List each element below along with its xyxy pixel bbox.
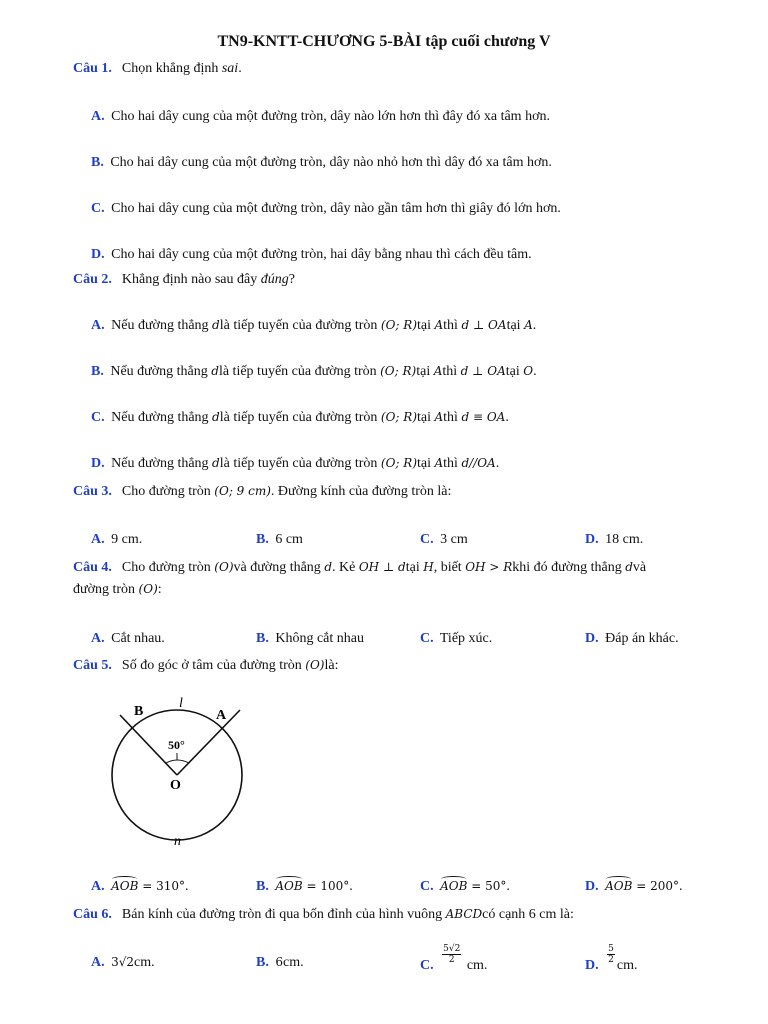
- question-emphasis: đúng: [260, 272, 289, 287]
- question-4-line-2: [73, 582, 162, 598]
- q2-option-d[interactable]: [91, 456, 499, 472]
- q3-option-c[interactable]: [420, 532, 468, 548]
- question-number: Câu 5.: [73, 658, 112, 673]
- option-label: D.: [91, 247, 105, 262]
- option-text: Đáp án khác.: [605, 631, 679, 646]
- q3-option-a[interactable]: [91, 532, 142, 548]
- stem-text: là tiếp tuyến của đường tròn: [218, 364, 381, 379]
- q6-option-c[interactable]: [420, 944, 488, 973]
- q1-option-c[interactable]: [91, 201, 561, 217]
- question-text: Số đo góc ở tâm của đường tròn: [121, 658, 306, 673]
- tail-text: tại: [505, 364, 524, 379]
- q3-option-b[interactable]: [256, 532, 303, 548]
- math-value: = 200°: [632, 879, 680, 893]
- question-text: và: [632, 560, 647, 575]
- q4-option-c[interactable]: [420, 631, 492, 647]
- q5-option-d[interactable]: [585, 879, 683, 895]
- q2-option-a[interactable]: [91, 318, 536, 334]
- math-conclusion: d//OA: [461, 456, 496, 470]
- q5-option-a[interactable]: [91, 879, 189, 895]
- math-fraction: [607, 944, 615, 965]
- question-text: Chọn khẳng định: [121, 61, 222, 76]
- q6-option-a[interactable]: [91, 955, 155, 971]
- math-var: d: [212, 318, 220, 332]
- question-text-end: .: [238, 61, 242, 76]
- option-label: A.: [91, 631, 105, 646]
- option-label: B.: [91, 155, 104, 170]
- q1-option-b[interactable]: [91, 155, 552, 171]
- math-expr: (O): [138, 582, 158, 596]
- radius-oa: [177, 710, 240, 775]
- math-var: A: [524, 318, 533, 332]
- option-unit: cm.: [134, 955, 155, 970]
- option-label: D.: [585, 879, 599, 894]
- option-label: A.: [91, 109, 105, 124]
- math-conclusion: d ⊥ OA: [461, 318, 507, 332]
- stem-text: thì: [442, 364, 461, 379]
- math-circle: (O; R): [380, 318, 417, 332]
- question-text: khi đó đường thẳng: [512, 560, 626, 575]
- math-var: A: [433, 364, 443, 378]
- option-text: Cắt nhau.: [111, 631, 165, 646]
- question-number: Câu 6.: [73, 907, 112, 922]
- question-number: Câu 2.: [73, 272, 112, 287]
- fraction-denominator: 2: [448, 955, 455, 965]
- option-label: D.: [585, 631, 599, 646]
- stem-text: là tiếp tuyến của đường tròn: [219, 456, 381, 471]
- math-var: A: [434, 456, 444, 470]
- question-text: và đường thẳng: [233, 560, 325, 575]
- math-expr: OH > R: [465, 560, 513, 574]
- stem-text: tại: [417, 410, 435, 425]
- option-text: 3 cm: [440, 532, 468, 547]
- math-expr: d: [324, 560, 332, 574]
- option-label: C.: [420, 957, 434, 973]
- math-expr: OH ⊥ d: [358, 560, 406, 574]
- arc-l-label: l: [179, 696, 183, 711]
- fraction-numerator: 5: [608, 944, 614, 954]
- tail-end: .: [495, 456, 500, 471]
- math-expr: (O): [305, 658, 325, 672]
- q4-option-b[interactable]: [256, 631, 364, 647]
- option-text: 9 cm.: [111, 532, 143, 547]
- q5-option-c[interactable]: [420, 879, 510, 895]
- math-arc: AOB: [440, 879, 468, 893]
- question-text-end: :: [157, 582, 162, 597]
- stem-text: thì: [443, 318, 462, 333]
- option-label: B.: [256, 532, 269, 547]
- math-expr: 3√2: [111, 955, 135, 969]
- option-text: Cho hai dây cung của một đường tròn, dây nào lớn hơn thì đây đó xa tâm hơn.: [111, 109, 550, 124]
- math-value: = 50°: [467, 879, 507, 893]
- option-label: C.: [420, 879, 434, 894]
- stem-text: là tiếp tuyến của đường tròn: [219, 410, 381, 425]
- option-label: C.: [420, 631, 434, 646]
- math-circle: (O; R): [380, 456, 417, 470]
- stem-text: Nếu đường thẳng: [111, 318, 213, 333]
- option-end: .: [349, 879, 353, 894]
- circle-figure: [100, 690, 260, 850]
- question-text: Bán kính của đường tròn đi qua bốn đỉnh của hình vuông: [121, 907, 446, 922]
- question-4: [73, 560, 646, 576]
- option-label: B.: [256, 631, 269, 646]
- option-text: Cho hai dây cung của một đường tròn, hai dây bằng nhau thì cách đều tâm.: [111, 247, 532, 262]
- option-text: Tiếp xúc.: [439, 631, 493, 646]
- math-conclusion: d ⊥ OA: [460, 364, 506, 378]
- arc-n-label: n: [174, 834, 181, 849]
- stem-text: là tiếp tuyến của đường tròn: [219, 318, 381, 333]
- math-arc: AOB: [111, 879, 139, 893]
- stem-text: thì: [443, 410, 462, 425]
- option-label: D.: [91, 456, 105, 471]
- math-expr: ABCD: [445, 907, 483, 921]
- question-text-end: có cạnh 6 cm là:: [482, 907, 574, 922]
- question-text: Khẳng định nào sau đây: [121, 272, 261, 287]
- math-circle: (O; R): [380, 410, 417, 424]
- math-circle: (O; R): [380, 364, 417, 378]
- question-1: [73, 61, 242, 77]
- question-number: Câu 4.: [73, 560, 112, 575]
- option-label: B.: [91, 364, 104, 379]
- question-3: [73, 484, 451, 500]
- stem-text: Nếu đường thẳng: [111, 456, 213, 471]
- option-label: C.: [91, 410, 105, 425]
- question-text: Cho đường tròn: [121, 484, 215, 499]
- math-var: d: [211, 364, 219, 378]
- option-text: Cho hai dây cung của một đường tròn, dây nào nhỏ hơn thì dây đó xa tâm hơn.: [110, 155, 552, 170]
- option-end: .: [185, 879, 189, 894]
- stem-text: Nếu đường thẳng: [110, 364, 212, 379]
- math-var: d: [212, 410, 220, 424]
- option-text: 18 cm.: [605, 532, 644, 547]
- q1-option-a[interactable]: [91, 109, 550, 125]
- option-label: A.: [91, 532, 105, 547]
- math-arc: AOB: [275, 879, 303, 893]
- question-number: Câu 1.: [73, 61, 112, 76]
- math-expr: (O): [214, 560, 234, 574]
- question-text: , biết: [433, 560, 466, 575]
- document-title: TN9-KNTT-CHƯƠNG 5-BÀI tập cuối chương V: [217, 33, 551, 50]
- q2-option-b[interactable]: [91, 364, 537, 380]
- option-label: A.: [91, 879, 105, 894]
- option-label: D.: [585, 532, 599, 547]
- option-text: Không cắt nhau: [275, 631, 364, 646]
- question-text: tại: [405, 560, 424, 575]
- question-2: [73, 272, 295, 288]
- stem-text: thì: [443, 456, 462, 471]
- option-unit: cm.: [282, 955, 304, 970]
- math-fraction: [442, 944, 461, 965]
- question-number: Câu 3.: [73, 484, 112, 499]
- point-a-label: A: [216, 708, 227, 723]
- question-text-end: ?: [288, 272, 295, 287]
- q6-option-d[interactable]: [585, 944, 638, 973]
- math-arc: AOB: [605, 879, 633, 893]
- q5-option-b[interactable]: [256, 879, 353, 895]
- question-emphasis: sai: [221, 61, 239, 76]
- option-label: C.: [91, 201, 105, 216]
- math-var: d: [212, 456, 220, 470]
- question-text: . Kẻ: [332, 560, 359, 575]
- fraction-numerator: 5√2: [443, 944, 461, 954]
- question-text: đường tròn: [73, 582, 139, 597]
- math-value: = 100°: [302, 879, 350, 893]
- option-end: .: [506, 879, 510, 894]
- fraction-denominator: 2: [608, 955, 614, 965]
- stem-text: tại: [417, 456, 435, 471]
- tail-end: .: [505, 410, 509, 425]
- option-label: A.: [91, 955, 105, 970]
- q6-option-b[interactable]: [256, 955, 304, 971]
- math-var: O: [523, 364, 534, 378]
- question-text-end: là:: [324, 658, 339, 673]
- option-unit: cm.: [616, 957, 638, 973]
- option-text: 6 cm: [275, 532, 303, 547]
- option-text: Cho hai dây cung của một đường tròn, dây nào gần tâm hơn thì giây đó lớn hơn.: [111, 201, 561, 216]
- tail-end: .: [533, 364, 537, 379]
- tail-text: tại: [506, 318, 525, 333]
- q2-option-c[interactable]: [91, 410, 509, 426]
- option-end: .: [679, 879, 683, 894]
- angle-label: 50°: [168, 738, 185, 752]
- question-text: Cho đường tròn: [121, 560, 215, 575]
- math-var: A: [434, 410, 444, 424]
- math-circle: (O; 9 cm): [214, 484, 271, 498]
- q4-option-d[interactable]: [585, 631, 679, 647]
- option-label: C.: [420, 532, 434, 547]
- stem-text: Nếu đường thẳng: [111, 410, 213, 425]
- math-expr: H: [423, 560, 434, 574]
- question-6: [73, 907, 574, 923]
- option-label: B.: [256, 879, 269, 894]
- option-label: D.: [585, 957, 599, 973]
- option-label: B.: [256, 955, 269, 970]
- question-5: [73, 658, 338, 674]
- math-expr: 6: [275, 955, 283, 969]
- question-text-end: . Đường kính của đường tròn là:: [270, 484, 452, 499]
- angle-arc: [166, 760, 189, 763]
- math-conclusion: d ≡ OA: [461, 410, 506, 424]
- q4-option-a[interactable]: [91, 631, 165, 647]
- math-expr: d: [625, 560, 633, 574]
- tail-end: .: [532, 318, 537, 333]
- stem-text: tại: [417, 318, 435, 333]
- q1-option-d[interactable]: [91, 247, 532, 263]
- center-o-label: O: [170, 778, 181, 793]
- q3-option-d[interactable]: [585, 532, 643, 548]
- point-b-label: B: [134, 704, 144, 719]
- option-label: A.: [91, 318, 105, 333]
- option-unit: cm.: [463, 957, 488, 973]
- stem-text: tại: [416, 364, 434, 379]
- math-value: = 310°: [138, 879, 186, 893]
- math-var: A: [434, 318, 444, 332]
